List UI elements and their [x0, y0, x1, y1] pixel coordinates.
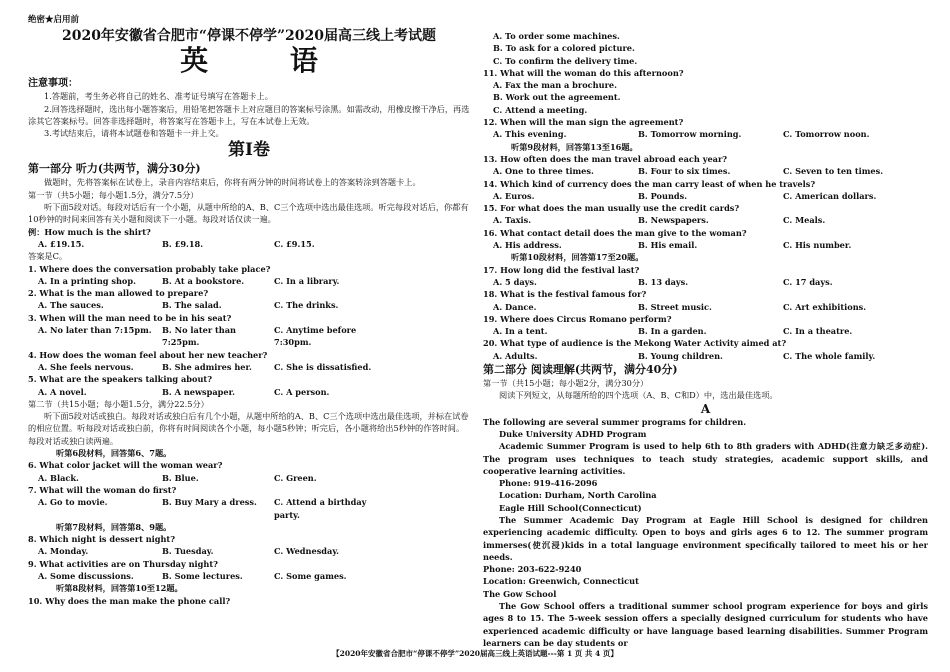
- passage-line: Phone: 203-622-9240: [483, 564, 582, 575]
- option: B. In a garden.: [638, 326, 707, 337]
- material-note: 听第8段材料，回答第10至12题。: [56, 583, 183, 594]
- question: 13. How often does the man travel abroad each year?: [483, 153, 728, 164]
- example-answer: 答案是C。: [28, 251, 68, 262]
- sec1-heading: 第一节（共5小题；每小题1.5分，满分7.5分）: [28, 189, 199, 200]
- question: 12. When will the man sign the agreement?: [483, 117, 684, 128]
- reading-sec1-intro: 阅读下列短文，从每题所给的四个选项（A、B、C和D）中，选出最佳选项。: [499, 390, 778, 401]
- passage-label: A: [700, 401, 711, 416]
- option: A. Monday.: [38, 546, 89, 557]
- passage-line: The Summer Academic Day Program at Eagle Hill School is designed for children experiencing academic difficulty. Open to boys and girls ages 6 to 12. The summer program immerses(使沉浸)kids in a total language environment specifically tailored to meet his or her needs.: [483, 514, 928, 562]
- option: C. In a theatre.: [783, 326, 853, 337]
- sec2-heading: 第二节（共15小题；每小题1.5分，满分22.5分）: [28, 398, 209, 409]
- notice-item-3: 3.考试结束后，请将本试题卷和答题卡一并上交。: [44, 128, 224, 139]
- material-note: 听第9段材料，回答第13至16题。: [511, 141, 638, 152]
- option: A. One to three times.: [493, 166, 594, 177]
- option: A. To order some machines.: [493, 31, 620, 41]
- volume-heading: 第Ⅰ卷: [228, 140, 270, 161]
- option: A. Euros.: [493, 190, 535, 201]
- option: C. American dollars.: [783, 190, 877, 201]
- option: A. 5 days.: [493, 276, 537, 287]
- option: B. Blue.: [162, 472, 199, 483]
- option: C. In a library.: [274, 275, 340, 286]
- left-column: [28, 14, 470, 607]
- option: C. The whole family.: [783, 350, 876, 361]
- question: 6. What color jacket will the woman wear?: [28, 460, 223, 471]
- passage-line: Location: Greenwich, Connecticut: [483, 576, 639, 587]
- material-note: 听第7段材料，回答第8、9题。: [56, 521, 172, 532]
- option: C. Tomorrow noon.: [783, 129, 870, 140]
- option: B. Some lectures.: [162, 570, 243, 581]
- option: B. Street music.: [638, 301, 712, 312]
- option: C. Attend a birthday party.: [274, 497, 367, 520]
- option: A. His address.: [493, 240, 562, 251]
- option: A. The sauces.: [38, 300, 104, 311]
- question: 11. What will the woman do this afternoon?: [483, 67, 684, 78]
- option: A. A novel.: [38, 386, 87, 397]
- question: 5. What are the speakers talking about?: [28, 374, 212, 385]
- passage-line: The Gow School: [483, 588, 557, 599]
- option: A. Taxis.: [493, 215, 532, 226]
- option: C. 17 days.: [783, 276, 833, 287]
- question: 4. How does the woman feel about her new teacher?: [28, 349, 268, 360]
- question: 10. Why does the man make the phone call?: [28, 595, 231, 606]
- page-footer: 【2020年安徽省合肥市“停课不停学”2020届高三线上英语试题---第 1 页 共 4 页】: [332, 649, 618, 658]
- option: B. £9.18.: [162, 238, 204, 249]
- option: B. 13 days.: [638, 276, 689, 287]
- part2-heading: 第二部分 阅读理解(共两节，满分40分): [483, 363, 678, 377]
- option: C. A person.: [274, 386, 330, 397]
- question: 2. What is the man allowed to prepare?: [28, 288, 209, 299]
- option: B. She admires her.: [162, 361, 252, 372]
- subject-title: 英 语: [180, 44, 354, 78]
- question: 18. What is the festival famous for?: [483, 289, 647, 300]
- question: 17. How long did the festival last?: [483, 264, 640, 275]
- option: C. Seven to ten times.: [783, 166, 884, 177]
- option: C. Green.: [274, 472, 317, 483]
- question-block: [28, 263, 470, 398]
- option: A. Adults.: [493, 350, 538, 361]
- part1-heading: 第一部分 听力(共两节，满分30分): [28, 162, 201, 176]
- option: A. Fax the man a brochure.: [493, 80, 617, 91]
- passage-line: Phone: 919-416-2096: [499, 478, 598, 489]
- option: A. Some discussions.: [38, 570, 134, 581]
- notice-item-1: 1.答题前，考生务必将自己的姓名、准考证号填写在答题卡上。: [44, 91, 273, 102]
- question: 1. Where does the conversation probably take place?: [28, 263, 271, 274]
- option: C. Attend a meeting.: [493, 104, 588, 115]
- option: A. This evening.: [493, 129, 567, 140]
- option: B. At a bookstore.: [162, 275, 245, 286]
- notice-item-2: 2.回答选择题时，选出每小题答案后，用铅笔把答题卡上对应题目的答案标号涂黑。如需改动，用橡皮擦干净后，再选涂其它答案标号。回答非选择题时，将答案写在答题卡上，写在本试卷上无效。: [28, 103, 470, 126]
- option: A. In a tent.: [493, 326, 548, 337]
- option: C. His number.: [783, 240, 852, 251]
- question: 7. What will the woman do first?: [28, 484, 177, 495]
- sec1-intro: 听下面5段对话。每段对话后有一个小题，从题中所给的A、B、C三个选项中选出最佳选项。听完每段对话后，你都有10秒钟的时间来回答有关小题和阅读下一小题。每段对话仅读一遍。: [28, 202, 469, 225]
- option: A. No later than 7:15pm.: [38, 325, 152, 336]
- passage-line: Duke University ADHD Program: [499, 428, 647, 439]
- example-question: 例：How much is the shirt?: [28, 226, 151, 237]
- question: 9. What activities are on Thursday night?: [28, 558, 218, 569]
- option: B. The salad.: [162, 300, 222, 311]
- option: A. Black.: [38, 472, 79, 483]
- option: A. In a printing shop.: [38, 275, 136, 286]
- option: B. Four to six times.: [638, 166, 731, 177]
- option: B. His email.: [638, 240, 698, 251]
- sec2-intro: 听下面5段对话或独白。每段对话或独白后有几个小题，从题中所给的A、B、C三个选项中选出最佳选项，并标在试卷的相应位置。听每段对话或独白前，你将有时间阅读各个小题，每小题5秒钟；听完后，各小题将给出5秒钟的作答时间。每段对话或独白读两遍。: [28, 411, 469, 446]
- question: 16. What contact detail does the man give to the woman?: [483, 227, 747, 238]
- option: A. Dance.: [493, 301, 537, 312]
- passage-line: The following are several summer programs for children.: [483, 416, 747, 427]
- option: B. Tomorrow morning.: [638, 129, 742, 140]
- passage-line: Academic Summer Program is used to help 6th to 8th graders with ADHD(注意力缺乏多动症). The program uses techniques to teach study strategies, academic support skills, and cooperative learning activities.: [483, 441, 928, 476]
- option: B. Tuesday.: [162, 546, 214, 557]
- option: B. Work out the agreement.: [493, 92, 621, 103]
- option: C. Meals.: [783, 215, 826, 226]
- question: 3. When will the man need to be in his seat?: [28, 312, 232, 323]
- secret-label: 绝密★启用前: [28, 15, 80, 25]
- option: A. Go to movie.: [38, 497, 108, 508]
- option: B. A newspaper.: [162, 386, 236, 397]
- option: B. Newspapers.: [638, 215, 709, 226]
- option: B. Young children.: [638, 350, 723, 361]
- option: A. £19.15.: [38, 238, 85, 249]
- option: A. She feels nervous.: [38, 361, 134, 372]
- passage: [483, 416, 928, 650]
- option: C. The drinks.: [274, 300, 339, 311]
- question: 20. What type of audience is the Mekong Water Activity aimed at?: [483, 338, 787, 349]
- notice-heading: 注意事项：: [28, 78, 78, 90]
- option: C. Wednesday.: [274, 546, 340, 557]
- question: 8. Which night is dessert night?: [28, 534, 176, 545]
- option: B. No later than 7:25pm.: [162, 325, 236, 348]
- material-note: 听第6段材料，回答第6、7题。: [56, 448, 172, 459]
- option: C. Anytime before 7:30pm.: [274, 325, 357, 348]
- option: C. Some games.: [274, 570, 347, 581]
- option: C. £9.15.: [274, 238, 315, 249]
- question: 15. For what does the man usually use the credit cards?: [483, 203, 740, 214]
- exam-title: 2020年安徽省合肥市“停课不停学”2020届高三线上考试题: [61, 28, 437, 45]
- example-options: [28, 238, 470, 250]
- question: 19. Where does Circus Romano perform?: [483, 313, 672, 324]
- option: B. Pounds.: [638, 190, 688, 201]
- option: C. She is dissatisfied.: [274, 361, 372, 372]
- option: B. Buy Mary a dress.: [162, 497, 257, 508]
- option: B. To ask for a colored picture.: [493, 43, 635, 54]
- passage-line: Location: Durham, North Carolina: [499, 490, 657, 501]
- material-note: 听第10段材料，回答第17至20题。: [511, 252, 644, 263]
- question: 14. Which kind of currency does the man carry least of when he travels?: [483, 178, 816, 189]
- option: C. Art exhibitions.: [783, 301, 867, 312]
- passage-line: The Gow School offers a traditional summer school program experience for boys and girls ages 8 to 15. The 5-week session offers a specially designed curriculum for students who have experienced academic difficulty or have language based learning disabilities. Summer Program learners can be day students or: [483, 601, 928, 648]
- reading-sec1-heading: 第一节（共15小题；每小题2分，满分30分）: [483, 378, 649, 389]
- right-column: [483, 30, 928, 649]
- part1-intro: 做题时，先将答案标在试卷上，录音内容结束后，你将有两分钟的时间将试卷上的答案转涂到答题卡上。: [44, 177, 421, 188]
- passage-line: Eagle Hill School(Connecticut): [499, 502, 642, 513]
- option: C. To confirm the delivery time.: [493, 55, 638, 66]
